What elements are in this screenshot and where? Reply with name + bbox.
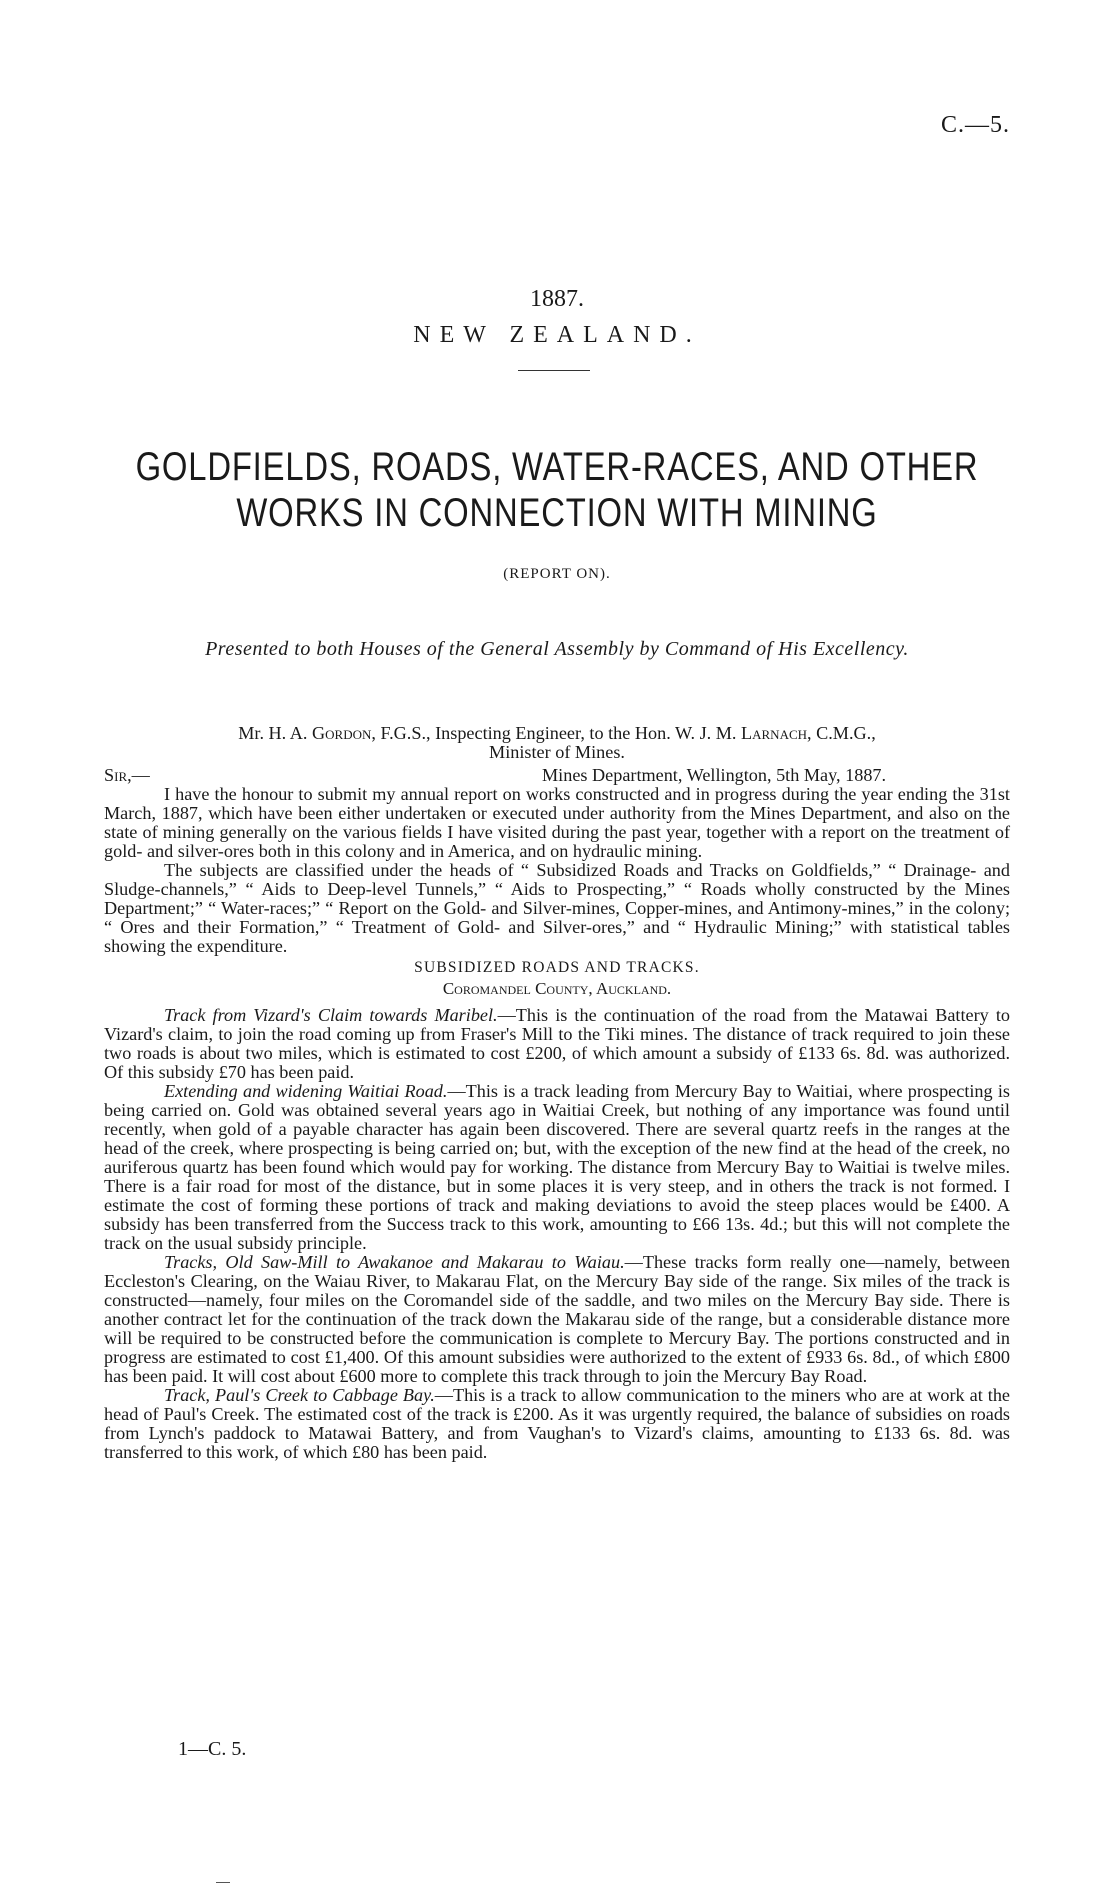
presented-line: Presented to both Houses of the General Assembly by Command of His Excellency.: [205, 638, 909, 660]
addressee-prefix: Mr. H. A.: [238, 723, 313, 743]
paragraph-2: The subjects are classified under the heads of “ Subsidized Roads and Tracks on Goldfields,” “ Drainage- and Sludge-channels,” “ Aids to Deep-level Tunnels,” “ Aids to Prospecting,” “ Roads wholly constructed by the Mines Department;” “ Water-races;” “ Report on the Gold- and Silver-mines, Copper-mines, and Antimony-mines,” in the colony; “ Ores and their Formation,” “ Treatment of Gold- and Silver-ores,” and “ Hydraulic Mining;” with statistical tables showing the expenditure.: [104, 860, 1010, 956]
addressee-name-larnach: Larnach: [741, 723, 808, 743]
paragraph-4-text: —This is a track leading from Mercury Bay to Waitiai, where prospecting is being carried on. Gold was obtained several years ago in Waitiai Creek, but nothing of any importance was found until recently, when gold of a payable character has again been discovered. There are several quartz reefs in the ranges at the head of the creek, where prospecting is being carried on; but, with the exception of the new find at the head of the creek, no auriferous quartz has been found which would pay for working. The distance from Mercury Bay to Waitiai is twelve miles. There is a fair road for most of the distance, but in some places it is very steep, and in others the track is not formed. I estimate the cost of forming these portions of track and making deviations to avoid the steep places would be £400. A subsidy has been transferred from the Success track to this work, amounting to £66 13s. 4d.; but this will not complete the track on the usual subsidy principle.: [104, 1081, 1010, 1253]
divider-rule: [518, 370, 590, 371]
paragraph-5: [104, 1253, 1010, 1386]
document-title: [100, 444, 1013, 536]
paragraph-5-text: —These tracks form really one—namely, between Eccleston's Clearing, on the Waiau River, to Makarau Flat, on the Mercury Bay side of the range. Six miles of the track is constructed—namely, four miles on the Coromandel side of the saddle, and two miles on the Mercury Bay side. There is another contract let for the continuation of the track down the Makarau side of the range, but a considerable distance more will be required to be constructed before the communication is complete to Mercury Bay. The portions constructed and in progress are estimated to cost £1,400. Of this amount subsidies were authorized to the extent of £933 6s. 8d., of which £800 has been paid. It will cost about £600 more to complete this track through to join the Mercury Bay Road.: [104, 1252, 1011, 1386]
addressee-suffix: , C.M.G.,: [807, 723, 876, 743]
paragraph-6-lead: Track, Paul's Creek to Cabbage Bay.: [164, 1385, 435, 1405]
paragraph-1: I have the honour to submit my annual report on works constructed and in progress during the year ending the 31st March, 1887, which have been either undertaken or executed under authority from the Mines Department, and also on the state of mining generally on the various fields I have visited during the past year, together with a report on the treatment of gold- and silver-ores both in this colony and in America, and on hydraulic mining.: [104, 784, 1010, 861]
section-heading: SUBSIDIZED ROADS AND TRACKS.: [414, 959, 700, 976]
salutation-row: [104, 766, 1010, 785]
addressee-line-2: Minister of Mines.: [489, 742, 625, 762]
document-subtitle: (REPORT ON).: [503, 566, 611, 582]
report-body: [104, 724, 1010, 1462]
country-heading: NEW ZEALAND.: [413, 322, 701, 348]
paragraph-6: [104, 1386, 1010, 1462]
paragraph-4: [104, 1082, 1010, 1253]
paragraph-3: [104, 1006, 1010, 1082]
addressee-name-gordon: Gordon: [312, 723, 372, 743]
paragraph-6-text: —This is a track to allow communication to the miners who are at work at the head of Paul's Creek. The estimated cost of the track is £200. As it was urgently required, the balance of subsidies on roads from Lynch's paddock to Matawai Battery, and from Vaughan's to Vizard's claims, amounting to £133 6s. 8d. was transferred to this work, of which £80 has been paid.: [104, 1385, 1010, 1462]
paragraph-5-lead: Tracks, Old Saw-Mill to Awakanoe and Makarau to Waiau.: [164, 1252, 625, 1272]
bottom-mark: [216, 1882, 230, 1883]
addressee-middle: , F.G.S., Inspecting Engineer, to the Hon. W. J. M.: [371, 723, 742, 743]
paragraph-3-lead: Track from Vizard's Claim towards Maribel.: [164, 1005, 498, 1025]
dateline: Mines Department, Wellington, 5th May, 1887.: [542, 765, 887, 785]
page-reference: C.—5.: [940, 112, 1010, 138]
paragraph-4-lead: Extending and widening Waitiai Road.: [164, 1081, 448, 1101]
page-signature: 1—C. 5.: [178, 1738, 247, 1760]
county-heading: Coromandel County, Auckland.: [442, 979, 672, 998]
paragraph-3-text: —This is the continuation of the road from the Matawai Battery to Vizard's claim, to join the road coming up from Fraser's Mill to the Tiki mines. The distance of track required to join these two roads is about two miles, which is estimated to cost £200, of which amount a subsidy of £133 6s. 8d. was authorized. Of this subsidy £70 has been paid.: [104, 1005, 1010, 1082]
salutation: Sir,—: [104, 765, 150, 785]
addressee-line-1: [104, 724, 1010, 743]
title-line-1: GOLDFIELDS, ROADS, WATER-RACES, AND OTHER: [135, 445, 979, 489]
report-year: 1887.: [530, 286, 584, 312]
title-line-2: WORKS IN CONNECTION WITH MINING: [236, 491, 878, 535]
addressee-block: [104, 724, 1010, 762]
